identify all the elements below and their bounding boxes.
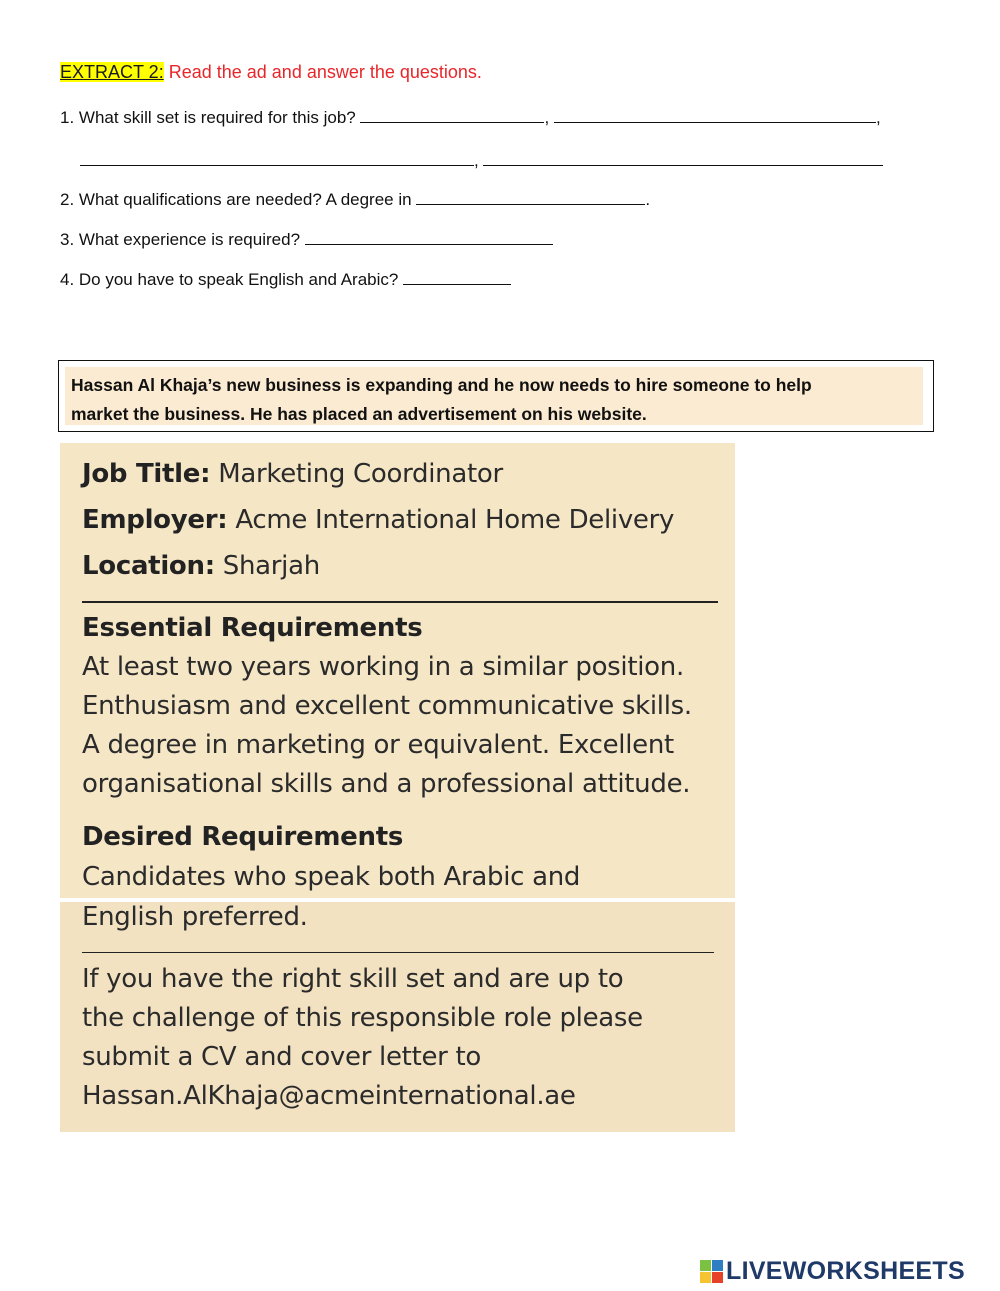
answer-blank-1d[interactable] [483,150,883,166]
essential-line-2: Enthusiasm and excellent communicative skills. [82,691,692,721]
job-title-value: Marketing Coordinator [218,459,503,489]
job-title-line [82,459,503,489]
answer-blank-2[interactable] [416,189,645,205]
divider [82,952,714,953]
job-ad-top [60,443,735,898]
essential-line-1: At least two years working in a similar position. [82,652,684,682]
desired-line-1: Candidates who speak both Arabic and [82,862,581,892]
logo-grid-icon [700,1260,723,1283]
answer-blank-4[interactable] [403,269,511,285]
location-label: Location: [82,551,215,581]
answer-blank-3[interactable] [305,229,553,245]
essential-heading [82,613,422,643]
extract-heading [60,62,482,83]
essential-heading-text: Essential Requirements [82,613,423,643]
question-3 [60,229,553,250]
intro-line-2: market the business. He has placed an advertisement on his website. [71,404,647,424]
comma: , [544,108,550,127]
location-line [82,551,320,581]
answer-blank-1a[interactable] [360,107,544,123]
period: . [645,190,651,209]
contact-email: Hassan.AlKhaja@acmeinternational.ae [82,1081,576,1111]
answer-blank-1c[interactable] [80,150,474,166]
question-1-text: 1. What skill set is required for this job? [60,108,356,127]
closing-line-2: the challenge of this responsible role please [82,1003,643,1033]
intro-text [65,367,923,425]
question-4-text: 4. Do you have to speak English and Arabic? [60,270,399,289]
comma: , [875,108,881,127]
job-title-label: Job Title: [82,459,211,489]
essential-line-3: A degree in marketing or equivalent. Excellent [82,730,674,760]
job-ad-bottom [60,902,735,1132]
desired-line-2: English preferred. [82,902,308,932]
divider [82,601,718,603]
employer-label: Employer: [82,505,228,535]
question-3-text: 3. What experience is required? [60,230,301,249]
intro-box [58,360,934,432]
question-1-continued [80,150,883,171]
question-4 [60,269,511,290]
answer-blank-1b[interactable] [554,107,876,123]
brand-name: LIVEWORKSHEETS [726,1256,965,1285]
location-value: Sharjah [222,551,320,581]
employer-value: Acme International Home Delivery [235,505,675,535]
question-2 [60,189,650,210]
essential-line-4: organisational skills and a professional attitude. [82,769,691,799]
instruction-text: Read the ad and answer the questions. [168,62,482,82]
liveworksheets-logo [700,1256,965,1286]
closing-line-1: If you have the right skill set and are up to [82,964,624,994]
intro-line-1: Hassan Al Khaja’s new business is expanding and he now needs to hire someone to help [71,375,812,395]
desired-heading [82,822,403,852]
closing-line-3: submit a CV and cover letter to [82,1042,482,1072]
desired-heading-text: Desired Requirements [82,822,404,852]
extract-label: EXTRACT 2: [60,62,164,82]
question-1 [60,107,881,128]
question-2-text: 2. What qualifications are needed? A degree in [60,190,412,209]
comma: , [474,151,479,170]
employer-line [82,505,674,535]
